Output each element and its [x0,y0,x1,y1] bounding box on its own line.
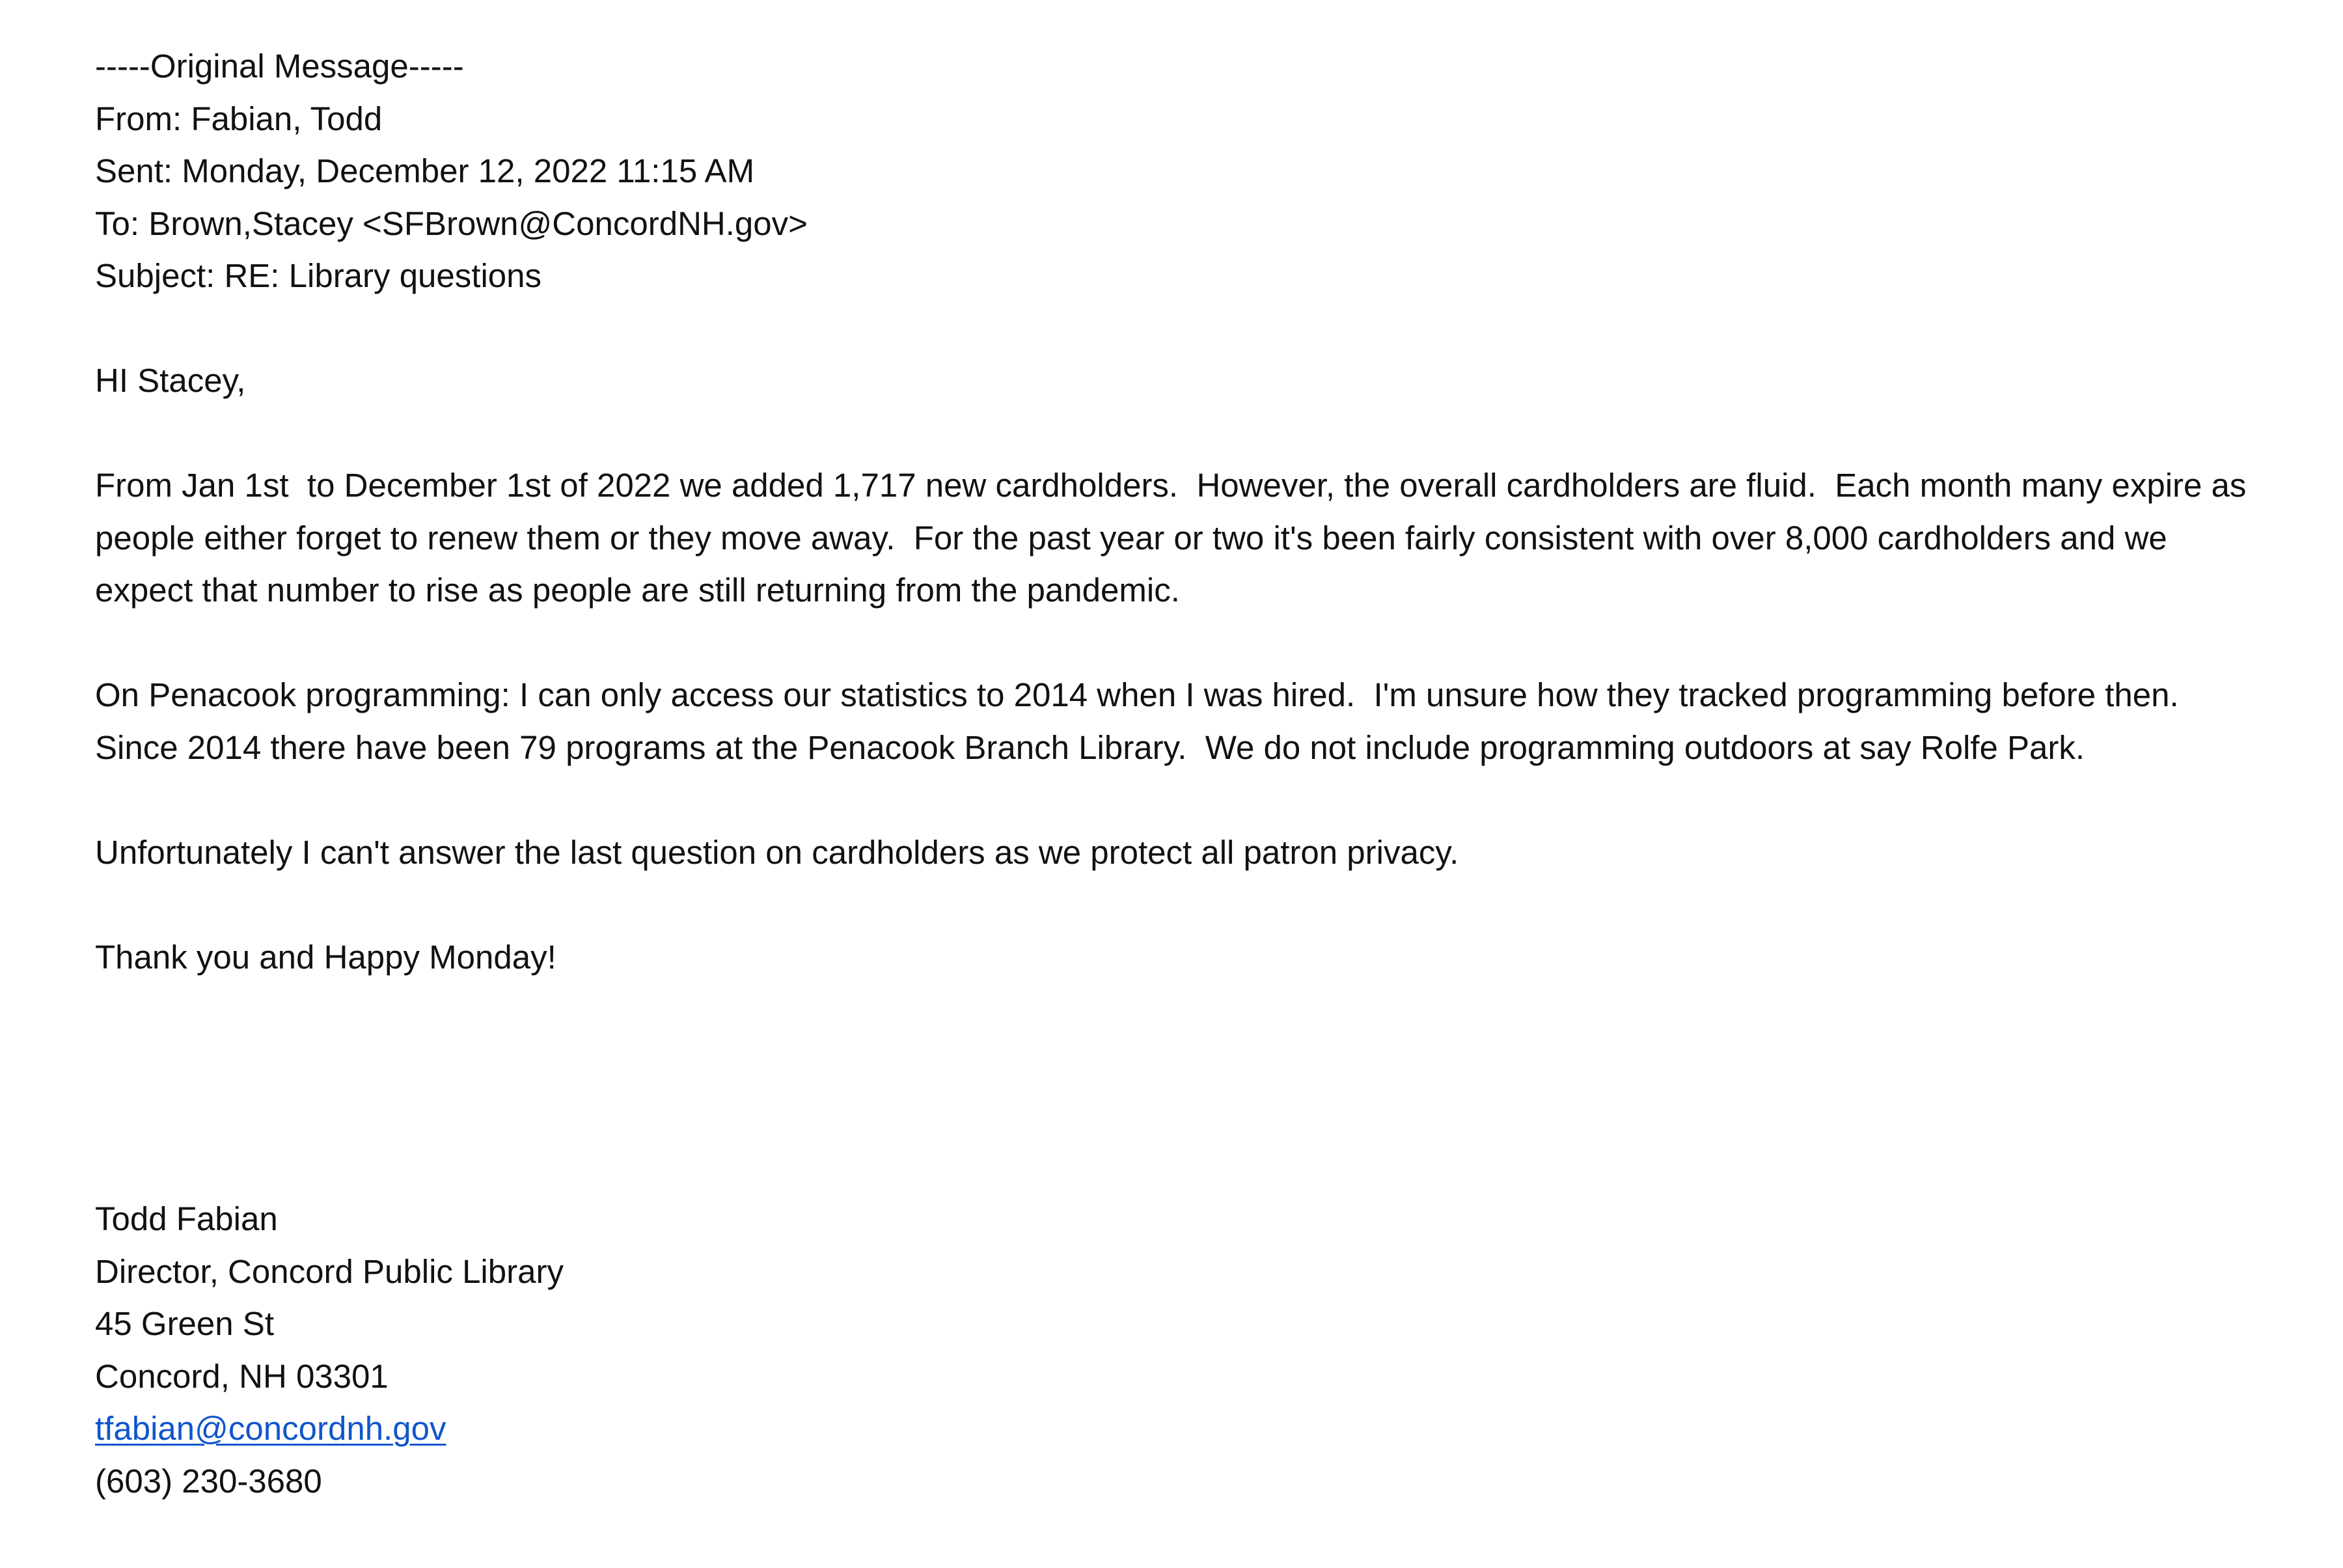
email-signature [95,1193,2269,1507]
email-message [95,40,2269,1507]
closing-line: Thank you and Happy Monday! [95,938,556,976]
spacer [95,617,2269,670]
signature-email-row [95,1403,2269,1455]
signature-phone: (603) 230-3680 [95,1462,322,1500]
signature-spacer [95,983,2269,1193]
paragraph-cardholders: From Jan 1st to December 1st of 2022 we added 1,717 new cardholders. However, the overall cardholders are fluid. Each month many expire as people either forget to renew them or they move away. For the past year or two it's been fairly consistent with over 8,000 cardholders and we expect that number to rise as people are still returning from the pandemic. [95,467,2256,609]
subject-line: Subject: RE: Library questions [95,257,542,294]
spacer [95,879,2269,931]
paragraph-privacy: Unfortunately I can't answer the last question on cardholders as we protect all patron privacy. [95,833,1459,871]
original-message-separator: -----Original Message----- [95,48,464,85]
greeting: HI Stacey, [95,362,246,399]
email-header [95,40,2269,303]
signature-title: Director, Concord Public Library [95,1252,564,1290]
signature-email-link[interactable]: tfabian@concordnh.gov [95,1410,446,1447]
to-line: To: Brown,Stacey <SFBrown@ConcordNH.gov> [95,204,808,242]
spacer [95,303,2269,355]
from-line: From: Fabian, Todd [95,100,383,137]
spacer [95,407,2269,460]
paragraph-penacook-programming: On Penacook programming: I can only access our statistics to 2014 when I was hired. I'm unsure how they tracked programming before then. Since 2014 there have been 79 programs at the Penacook Branch Library. We do not include programming outdoors at say Rolfe Park. [95,676,2198,766]
signature-city: Concord, NH 03301 [95,1357,389,1395]
email-body [95,355,2269,983]
signature-name: Todd Fabian [95,1200,278,1237]
signature-street: 45 Green St [95,1305,274,1342]
spacer [95,774,2269,827]
sent-line: Sent: Monday, December 12, 2022 11:15 AM [95,152,755,189]
